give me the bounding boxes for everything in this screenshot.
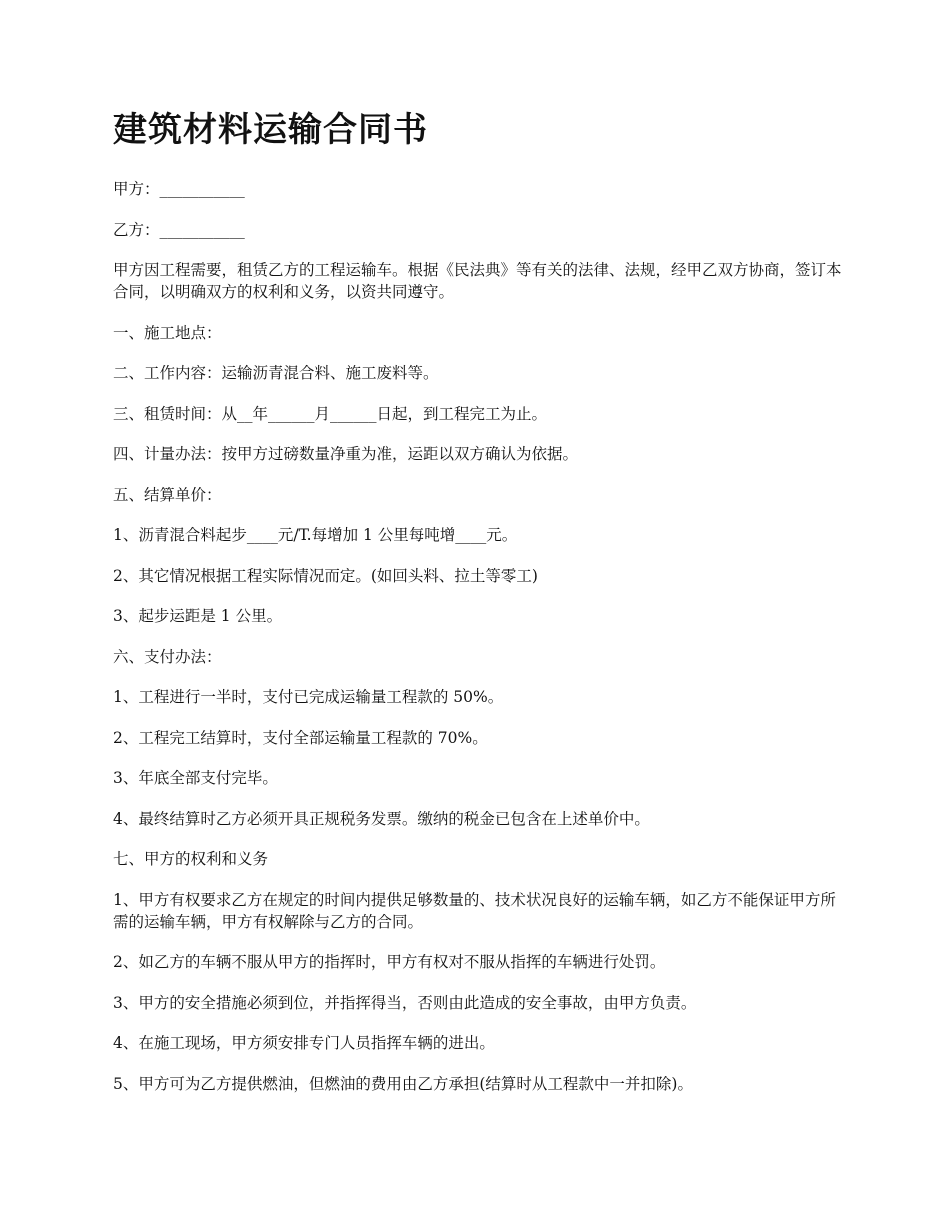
section-6-item-1: 1、工程进行一半时，支付已完成运输量工程款的 50%。 [113, 688, 504, 707]
section-5-item-2: 2、其它情况根据工程实际情况而定。(如回头料、拉土等零工) [113, 566, 538, 585]
section-3-heading: 三、租赁时间：从__年______月______日起，到工程完工为止。 [113, 404, 548, 423]
section-5-heading: 五、结算单价： [113, 485, 222, 504]
section-6-heading: 六、支付办法： [113, 647, 222, 666]
section-6-item-3: 3、年底全部支付完毕。 [113, 769, 278, 788]
section-6-item-4: 4、最终结算时乙方必须开具正规税务发票。缴纳的税金已包含在上述单价中。 [113, 809, 650, 828]
section-7-item-5: 5、甲方可为乙方提供燃油，但燃油的费用由乙方承担(结算时从工程款中一并扣除)。 [113, 1074, 693, 1093]
party-a-line: 甲方：___________ [113, 180, 245, 199]
party-b-line: 乙方：___________ [113, 220, 245, 239]
document-title: 建筑材料运输合同书 [113, 110, 428, 150]
section-7-item-3: 3、甲方的安全措施必须到位，并指挥得当，否则由此造成的安全事故，由甲方负责。 [113, 993, 697, 1012]
document-page [113, 108, 843, 1113]
section-1-heading: 一、施工地点： [113, 323, 222, 342]
preamble-paragraph: 甲方因工程需要，租赁乙方的工程运输车。根据《民法典》等有关的法律、法规，经甲乙双方协商，签订本合同，以明确双方的权利和义务，以资共同遵守。 [113, 261, 842, 302]
section-7-item-4: 4、在施工现场，甲方须安排专门人员指挥车辆的进出。 [113, 1034, 495, 1053]
section-5-item-1: 1、沥青混合料起步____元/T.每增加 1 公里每吨增____元。 [113, 526, 518, 545]
section-6-item-2: 2、工程完工结算时，支付全部运输量工程款的 70%。 [113, 728, 488, 747]
section-7-item-2: 2、如乙方的车辆不服从甲方的指挥时，甲方有权对不服从指挥的车辆进行处罚。 [113, 953, 666, 972]
section-4-heading: 四、计量办法：按甲方过磅数量净重为准，运距以双方确认为依据。 [113, 445, 579, 464]
section-2-heading: 二、工作内容：运输沥青混合料、施工废料等。 [113, 364, 439, 383]
section-5-item-3: 3、起步运距是 1 公里。 [113, 607, 283, 626]
section-7-item-1: 1、甲方有权要求乙方在规定的时间内提供足够数量的、技术状况良好的运输车辆，如乙方不能保证甲方所需的运输车辆，甲方有权解除与乙方的合同。 [113, 890, 836, 931]
section-7-heading: 七、甲方的权利和义务 [113, 850, 269, 869]
